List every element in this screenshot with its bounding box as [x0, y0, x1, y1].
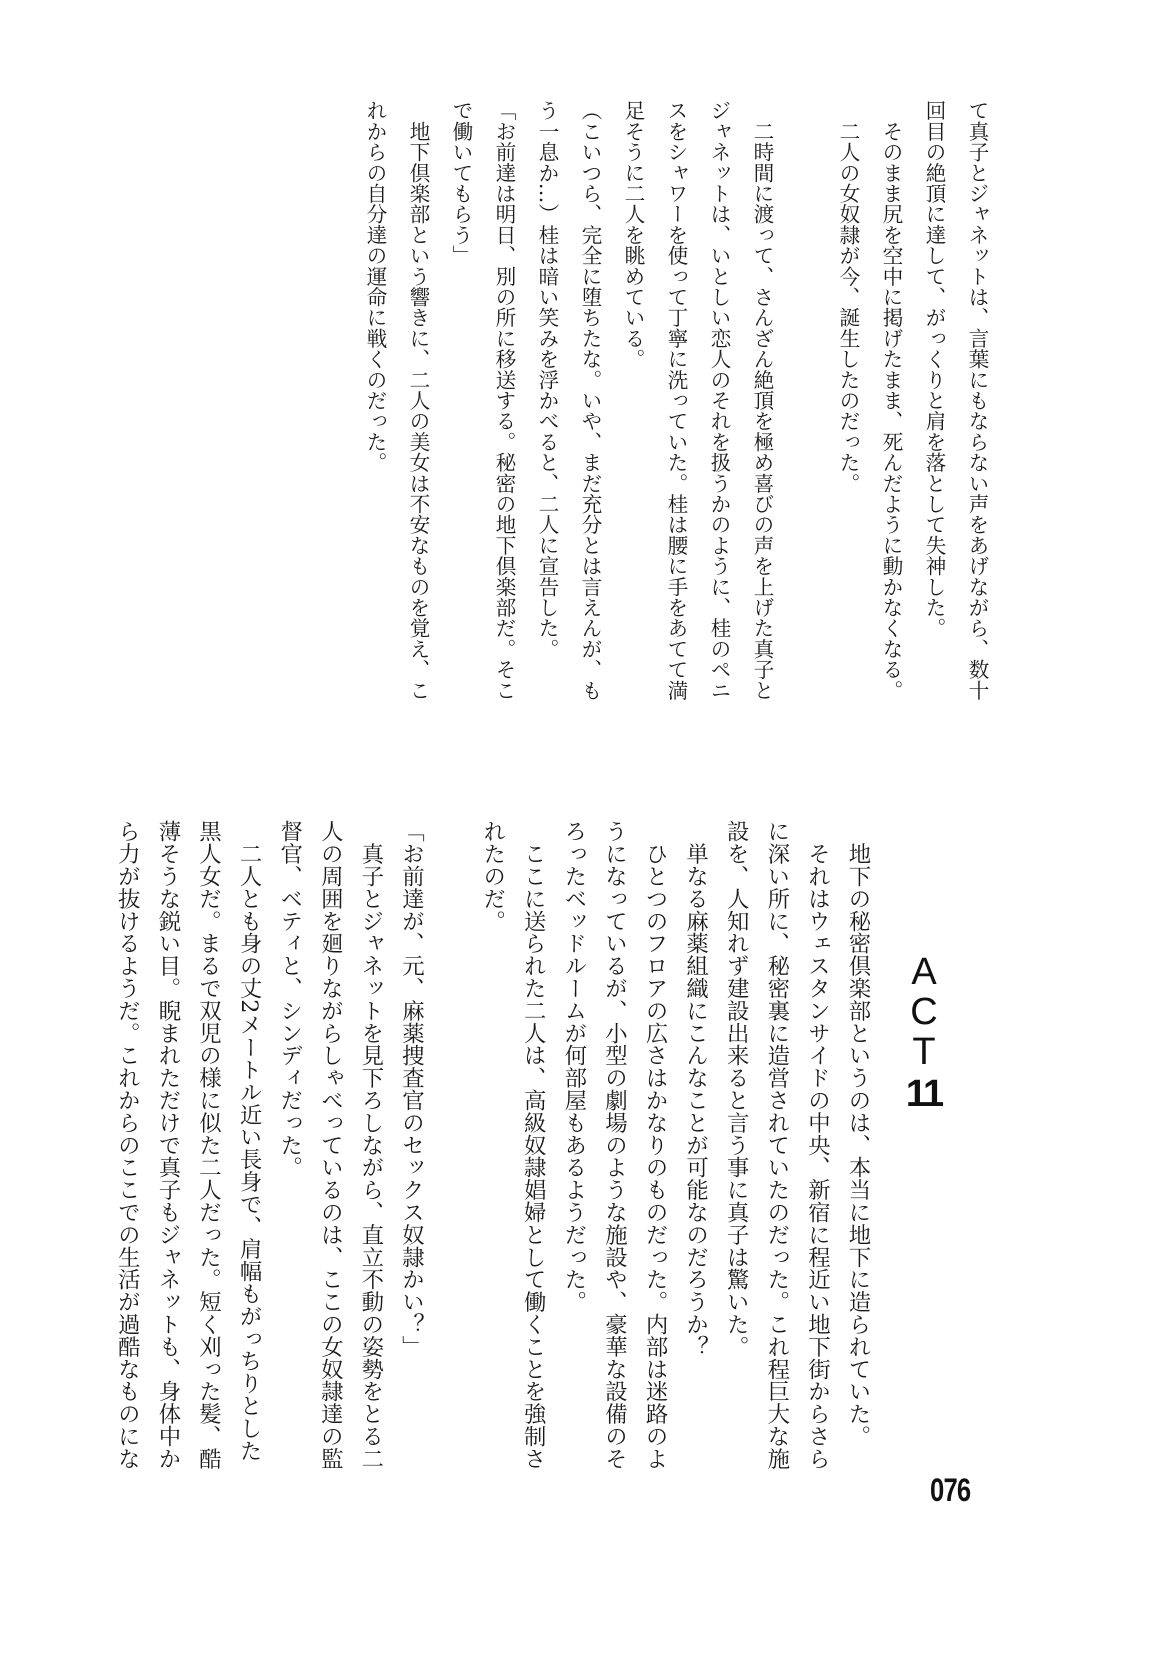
chapter-number: 11: [905, 1073, 943, 1115]
text-column: て真子とジャネットは、言葉にもならない声をあげながら、数十: [965, 100, 989, 701]
text-column: ろったベッドルームが何部屋もあるようだった。: [560, 820, 587, 1313]
chapter-heading-letter: A: [911, 951, 937, 993]
text-column: 地下の秘密倶楽部というのは、本当に地下に造られていた。: [845, 820, 871, 1448]
text-column: 薄そうな鋭い目。睨まれただけで真子もジャネットも、身体中か: [154, 820, 181, 1470]
text-column: れからの自分達の運命に戦くのだった。: [363, 100, 387, 473]
text-column: 人の周囲を廻りながらしゃべっているのは、ここの女奴隷達の監: [317, 820, 344, 1470]
text-column: 黒人女だ。まるで双児の様に似た二人だった。短く刈った髪、酷: [195, 820, 222, 1470]
text-column: れたのだ。: [479, 820, 506, 932]
text-column: 二人とも身の丈2メートル近い長身で、肩幅もがっちりとした: [236, 820, 263, 1462]
text-column: ここに送られた二人は、高級奴隷娼婦として働くことを強制さ: [520, 820, 547, 1470]
text-column: 単なる麻薬組織にこんなことが可能なのだろうか？: [682, 820, 709, 1358]
text-column: 設を、人知れず建設出来ると言う事に真子は驚いた。: [723, 820, 750, 1358]
text-column: で働いてもらう」: [449, 100, 473, 266]
text-column: ジャネットは、いとしい恋人のそれを扱うかのように、桂のペニ: [707, 100, 731, 701]
chapter-heading: [898, 952, 950, 1116]
text-column: うになっているが、小型の劇場のような施設や、豪華な設備のそ: [601, 820, 628, 1470]
page-number: 076: [930, 1472, 971, 1508]
text-column: ひとつのフロアの広さはかなりのものだった。内部は迷路のよ: [642, 820, 669, 1470]
text-column: （こいつら、完全に堕ちたな。いや、まだ充分とは言えんが、も: [578, 100, 602, 701]
text-column: 二時間に渡って、さんざん絶頂を極め喜びの声を上げた真子と: [750, 100, 774, 701]
blank-column: [431, 820, 472, 1480]
text-column: 足そうに二人を眺めている。: [621, 100, 645, 370]
text-column: スをシャワーを使って丁寧に洗っていた。桂は腰に手をあてて満: [664, 100, 688, 701]
text-column: 回目の絶頂に達して、がっくりと肩を落として失神した。: [922, 100, 946, 639]
body-text-upper: [353, 100, 998, 720]
blank-column: [783, 100, 826, 720]
text-column: 「お前達は明日、別の所に移送する。秘密の地下倶楽部だ。そこ: [492, 100, 516, 701]
body-text-lower: [107, 820, 878, 1480]
text-column: 地下倶楽部という響きに、二人の美女は不安なものを覚え、こ: [406, 100, 430, 701]
text-column: それはウェスタンサイドの中央、新宿に程近い地下街からさら: [804, 820, 831, 1470]
text-column: 督官、ベティと、シンディだった。: [276, 820, 303, 1179]
text-column: う一息か…）桂は暗い笑みを浮かべると、二人に宣告した。: [535, 100, 559, 659]
text-column: 真子とジャネットを見下ろしながら、直立不動の姿勢をとる二: [357, 820, 384, 1470]
text-column: ら力が抜けるようだ。これからのここでの生活が過酷なものにな: [114, 820, 141, 1470]
text-column: に深い所に、秘密裏に造営されていたのだった。これ程巨大な施: [763, 820, 790, 1470]
text-column: 二人の女奴隷が今、誕生したのだった。: [836, 100, 860, 494]
chapter-heading-letter: C: [910, 991, 938, 1033]
text-column: 「お前達が、元、麻薬捜査官のセックス奴隷かい？」: [398, 820, 425, 1358]
chapter-heading-letter: T: [912, 1031, 936, 1073]
text-column: そのまま尻を空中に掲げたまま、死んだように動かなくなる。: [879, 100, 903, 701]
